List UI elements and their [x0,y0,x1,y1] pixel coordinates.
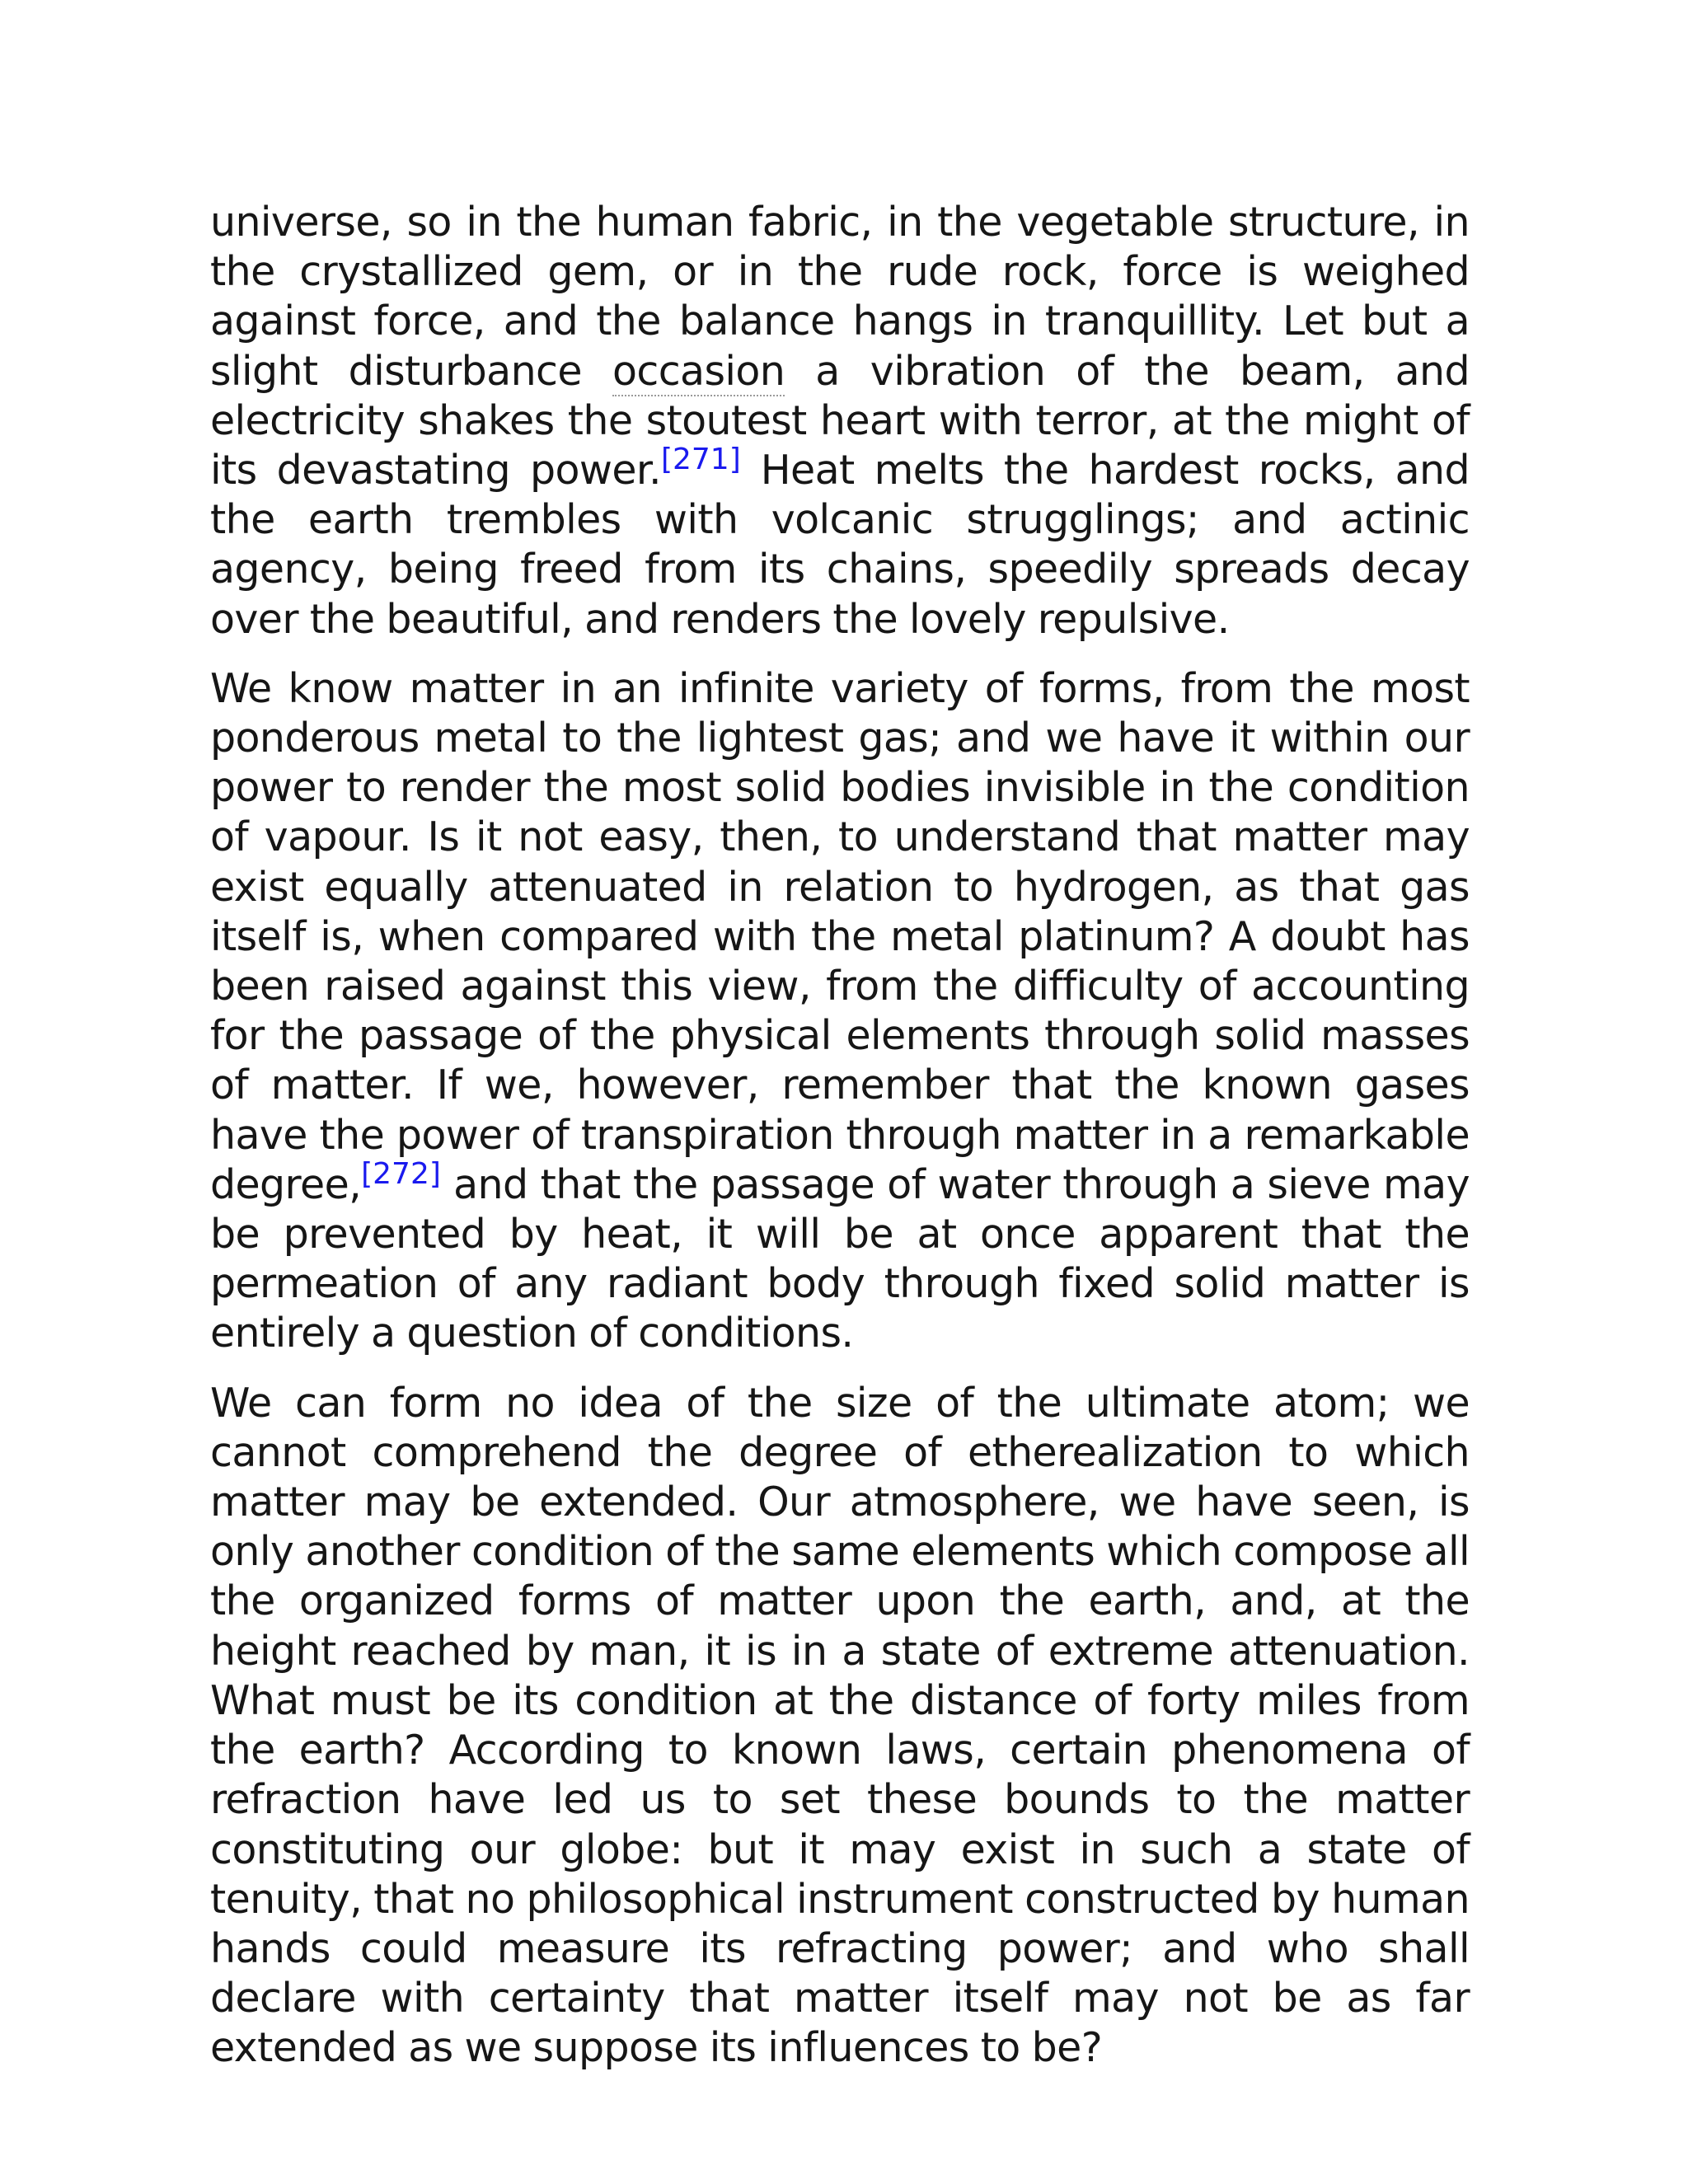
paragraph-1 [210,198,1470,644]
paragraph-2 [210,664,1470,1359]
document-page [210,198,1470,2093]
annotated-term-occasion[interactable]: occasion [612,347,785,395]
footnote-link-271[interactable]: [271] [660,443,741,477]
paragraph-1-text-a: universe, so in the human fabric, in the vegetable structure, in the crystallized gem, or in the rude rock, force is weighed against force, and the balance hangs in tranquillity. Let but a slight disturbance [210,199,1470,395]
paragraph-3-text: We can form no idea of the size of the ultimate atom; we cannot comprehend the degree of etherealization to which matter may be extended. Our atmosphere, we have seen, is only another condition of the same elements which compose all the organized forms of matter upon the earth, and, at the height reached by man, it is in a state of extreme attenuation. What must be its condition at the distance of forty miles from the earth? According to known laws, certain phenomena of refraction have led us to set these bounds to the matter constituting our globe: but it may exist in such a state of tenuity, that no philosophical instrument constructed by human hands could measure its refracting power; and who shall declare with certainty that matter itself may not be as far extended as we suppose its influences to be? [210,1379,1470,2072]
footnote-link-272[interactable]: [272] [361,1156,441,1191]
paragraph-2-text-b: and that the passage of water through a sieve may be prevented by heat, it will be at once apparent that the permeation of any radiant body through fixed solid matter is entirely a question of conditions. [210,1160,1470,1357]
paragraph-3 [210,1379,1470,2074]
paragraph-1-text-b: a vibration of the beam, and electricity shakes the stoutest heart with terror, at the might of its devastating power. [210,347,1470,494]
paragraph-2-text-a: We know matter in an infinite variety of forms, from the most ponderous metal to the lightest gas; and we have it within our power to render the most solid bodies invisible in the condition of vapour. Is it not easy, then, to understand that matter may exist equally attenuated in relation to hydrogen, as that gas itself is, when compared with the metal platinum? A doubt has been raised against this view, from the difficulty of accounting for the passage of the physical elements through solid masses of matter. If we, however, remember that the known gases have the power of transpiration through matter in a remarkable degree, [210,664,1470,1208]
paragraph-1-text-c: Heat melts the hardest rocks, and the earth trembles with volcanic strugglings; and actinic agency, being freed from its chains, speedily spreads decay over the beautiful, and renders the lovely repulsive. [210,447,1470,643]
